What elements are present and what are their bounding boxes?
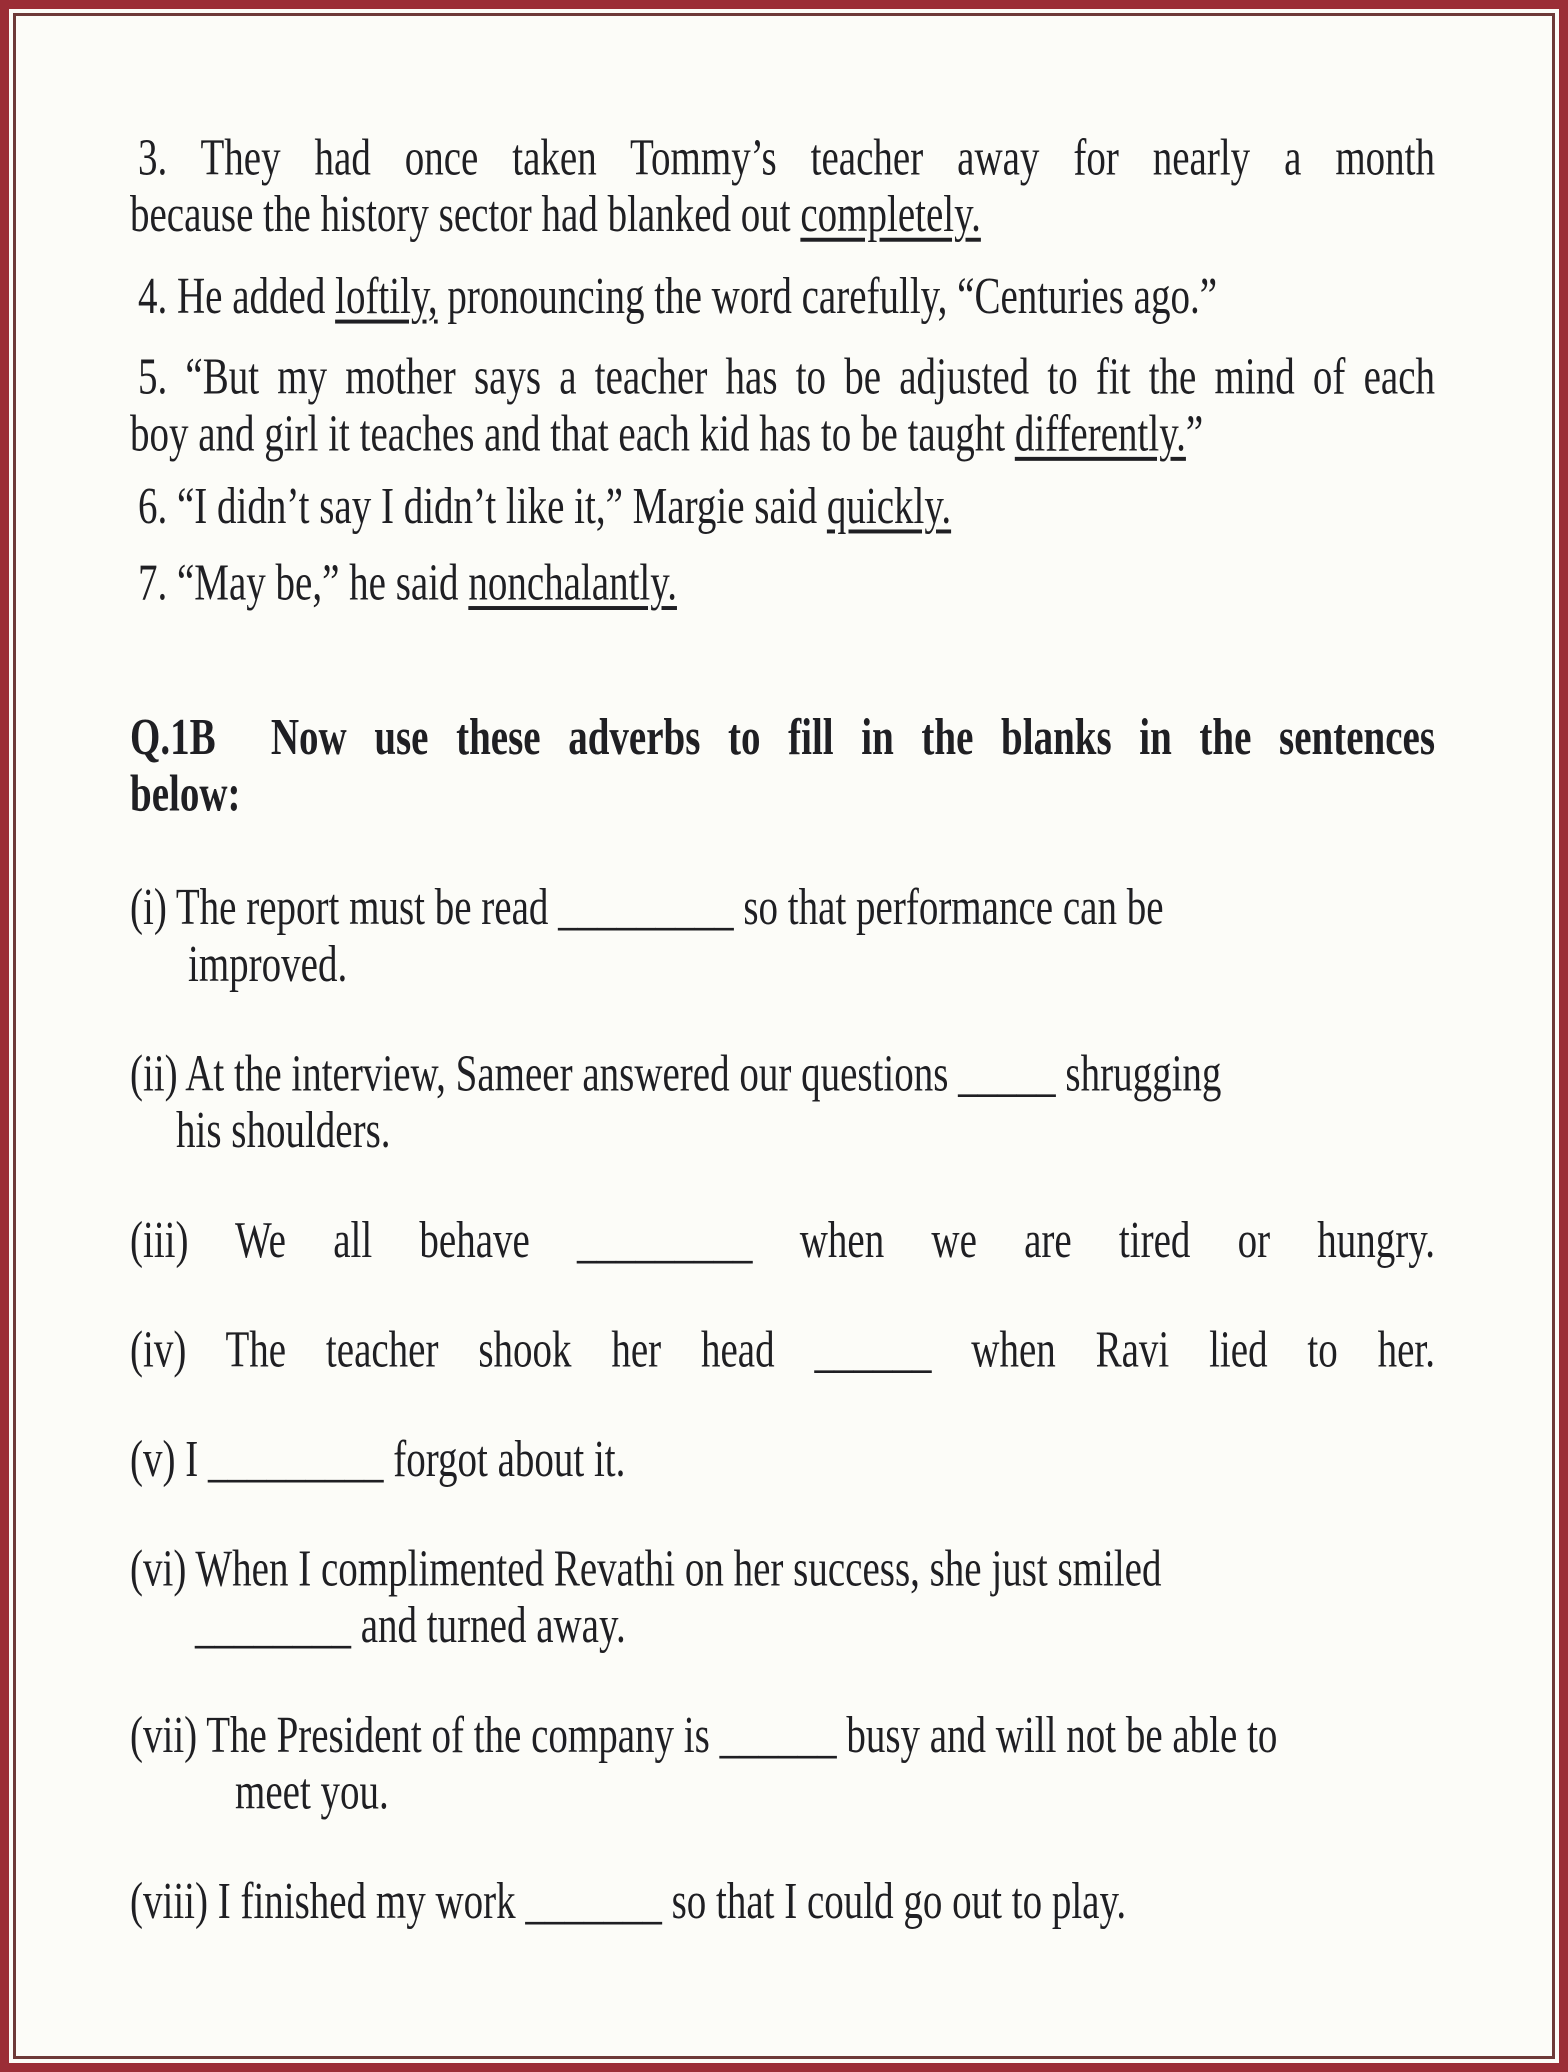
underlined-adverb: quickly. (826, 478, 952, 535)
sentence-line (130, 405, 1435, 462)
exercise-item-5 (130, 349, 1435, 463)
text-segment: below: (130, 765, 241, 823)
blank-item-iii (130, 1212, 1435, 1269)
page-inner-frame (13, 13, 1555, 2059)
sentence-line (130, 268, 1435, 325)
exercise-item-3 (130, 130, 1435, 244)
sentence-line (130, 1873, 1435, 1930)
exercise-item-4 (130, 268, 1435, 325)
text-segment: (viii) I finished my work _______ so that I could go out to play. (130, 1873, 1127, 1931)
underlined-adverb: differently. (1014, 405, 1186, 463)
sentence-line (130, 1431, 1435, 1488)
text-segment: 3. They had once taken Tommy’s teacher away for nearly a month (138, 129, 1435, 187)
text-segment: (vii) The President of the company is ______ busy and will not be able to (130, 1706, 1278, 1764)
exercise-item-7 (130, 555, 1435, 612)
text-segment: meet you. (235, 1763, 389, 1821)
text-segment: ________ and turned away. (195, 1597, 626, 1655)
text-segment: 5. “But my mother says a teacher has to be adjusted to fit the mind of each (138, 348, 1435, 406)
blank-item-viii (130, 1873, 1435, 1930)
text-segment: (vi) When I complimented Revathi on her success, she just smiled (130, 1540, 1162, 1598)
sentence-line (130, 349, 1435, 406)
text-segment: (ii) At the interview, Sameer answered our questions _____ shrugging (130, 1045, 1222, 1103)
heading-line (130, 766, 1435, 823)
text-segment: boy and girl it teaches and that each kid has to be taught (130, 405, 1015, 463)
text-segment: 6. “I didn’t say I didn’t like it,” Margie said (138, 478, 827, 535)
text-segment: 7. “May be,” he said (138, 554, 469, 612)
exercise-item-6 (130, 478, 1435, 535)
sentence-line (130, 1764, 1435, 1821)
sentence-line (130, 1212, 1435, 1269)
underlined-adverb: nonchalantly. (468, 554, 677, 612)
worksheet-content (16, 16, 1552, 1983)
blank-item-iv (130, 1321, 1435, 1378)
text-segment: (i) The report must be read _________ so that performance can be (130, 879, 1164, 937)
sentence-line (130, 1707, 1435, 1764)
text-segment: (iii) We all behave _________ when we are tired or hungry. (130, 1211, 1435, 1269)
text-segment: improved. (188, 936, 348, 993)
blank-item-vii (130, 1707, 1435, 1821)
blank-item-i (130, 879, 1435, 993)
sentence-line (130, 130, 1435, 187)
sentence-line (130, 1321, 1435, 1378)
blank-item-ii (130, 1046, 1435, 1160)
text-segment: pronouncing the word carefully, “Centuries ago.” (437, 268, 1218, 325)
page-scale-wrapper (16, 16, 1552, 1983)
text-segment: because the history sector had blanked out (130, 186, 801, 244)
blank-item-v (130, 1431, 1435, 1488)
text-segment: (iv) The teacher shook her head ______ when Ravi lied to her. (130, 1321, 1435, 1379)
sentence-line (130, 478, 1435, 535)
underlined-adverb: loftily, (335, 268, 438, 325)
sentence-line (130, 879, 1435, 936)
sentence-line (130, 186, 1435, 243)
underlined-adverb: completely. (800, 186, 981, 244)
text-segment: Q.1B Now use these adverbs to fill in the blanks in the sentences (130, 709, 1435, 766)
question-heading (130, 709, 1435, 823)
sentence-line (130, 1541, 1435, 1598)
text-segment: (v) I _________ forgot about it. (130, 1431, 626, 1488)
text-segment: his shoulders. (176, 1102, 391, 1160)
sentence-line (130, 1102, 1435, 1159)
blank-item-vi (130, 1541, 1435, 1655)
sentence-line (130, 1046, 1435, 1103)
sentence-line (130, 1597, 1435, 1654)
text-segment: ” (1185, 405, 1204, 463)
sentence-line (130, 936, 1435, 993)
text-segment: 4. He added (138, 268, 336, 325)
sentence-line (130, 555, 1435, 612)
heading-line (130, 709, 1435, 766)
